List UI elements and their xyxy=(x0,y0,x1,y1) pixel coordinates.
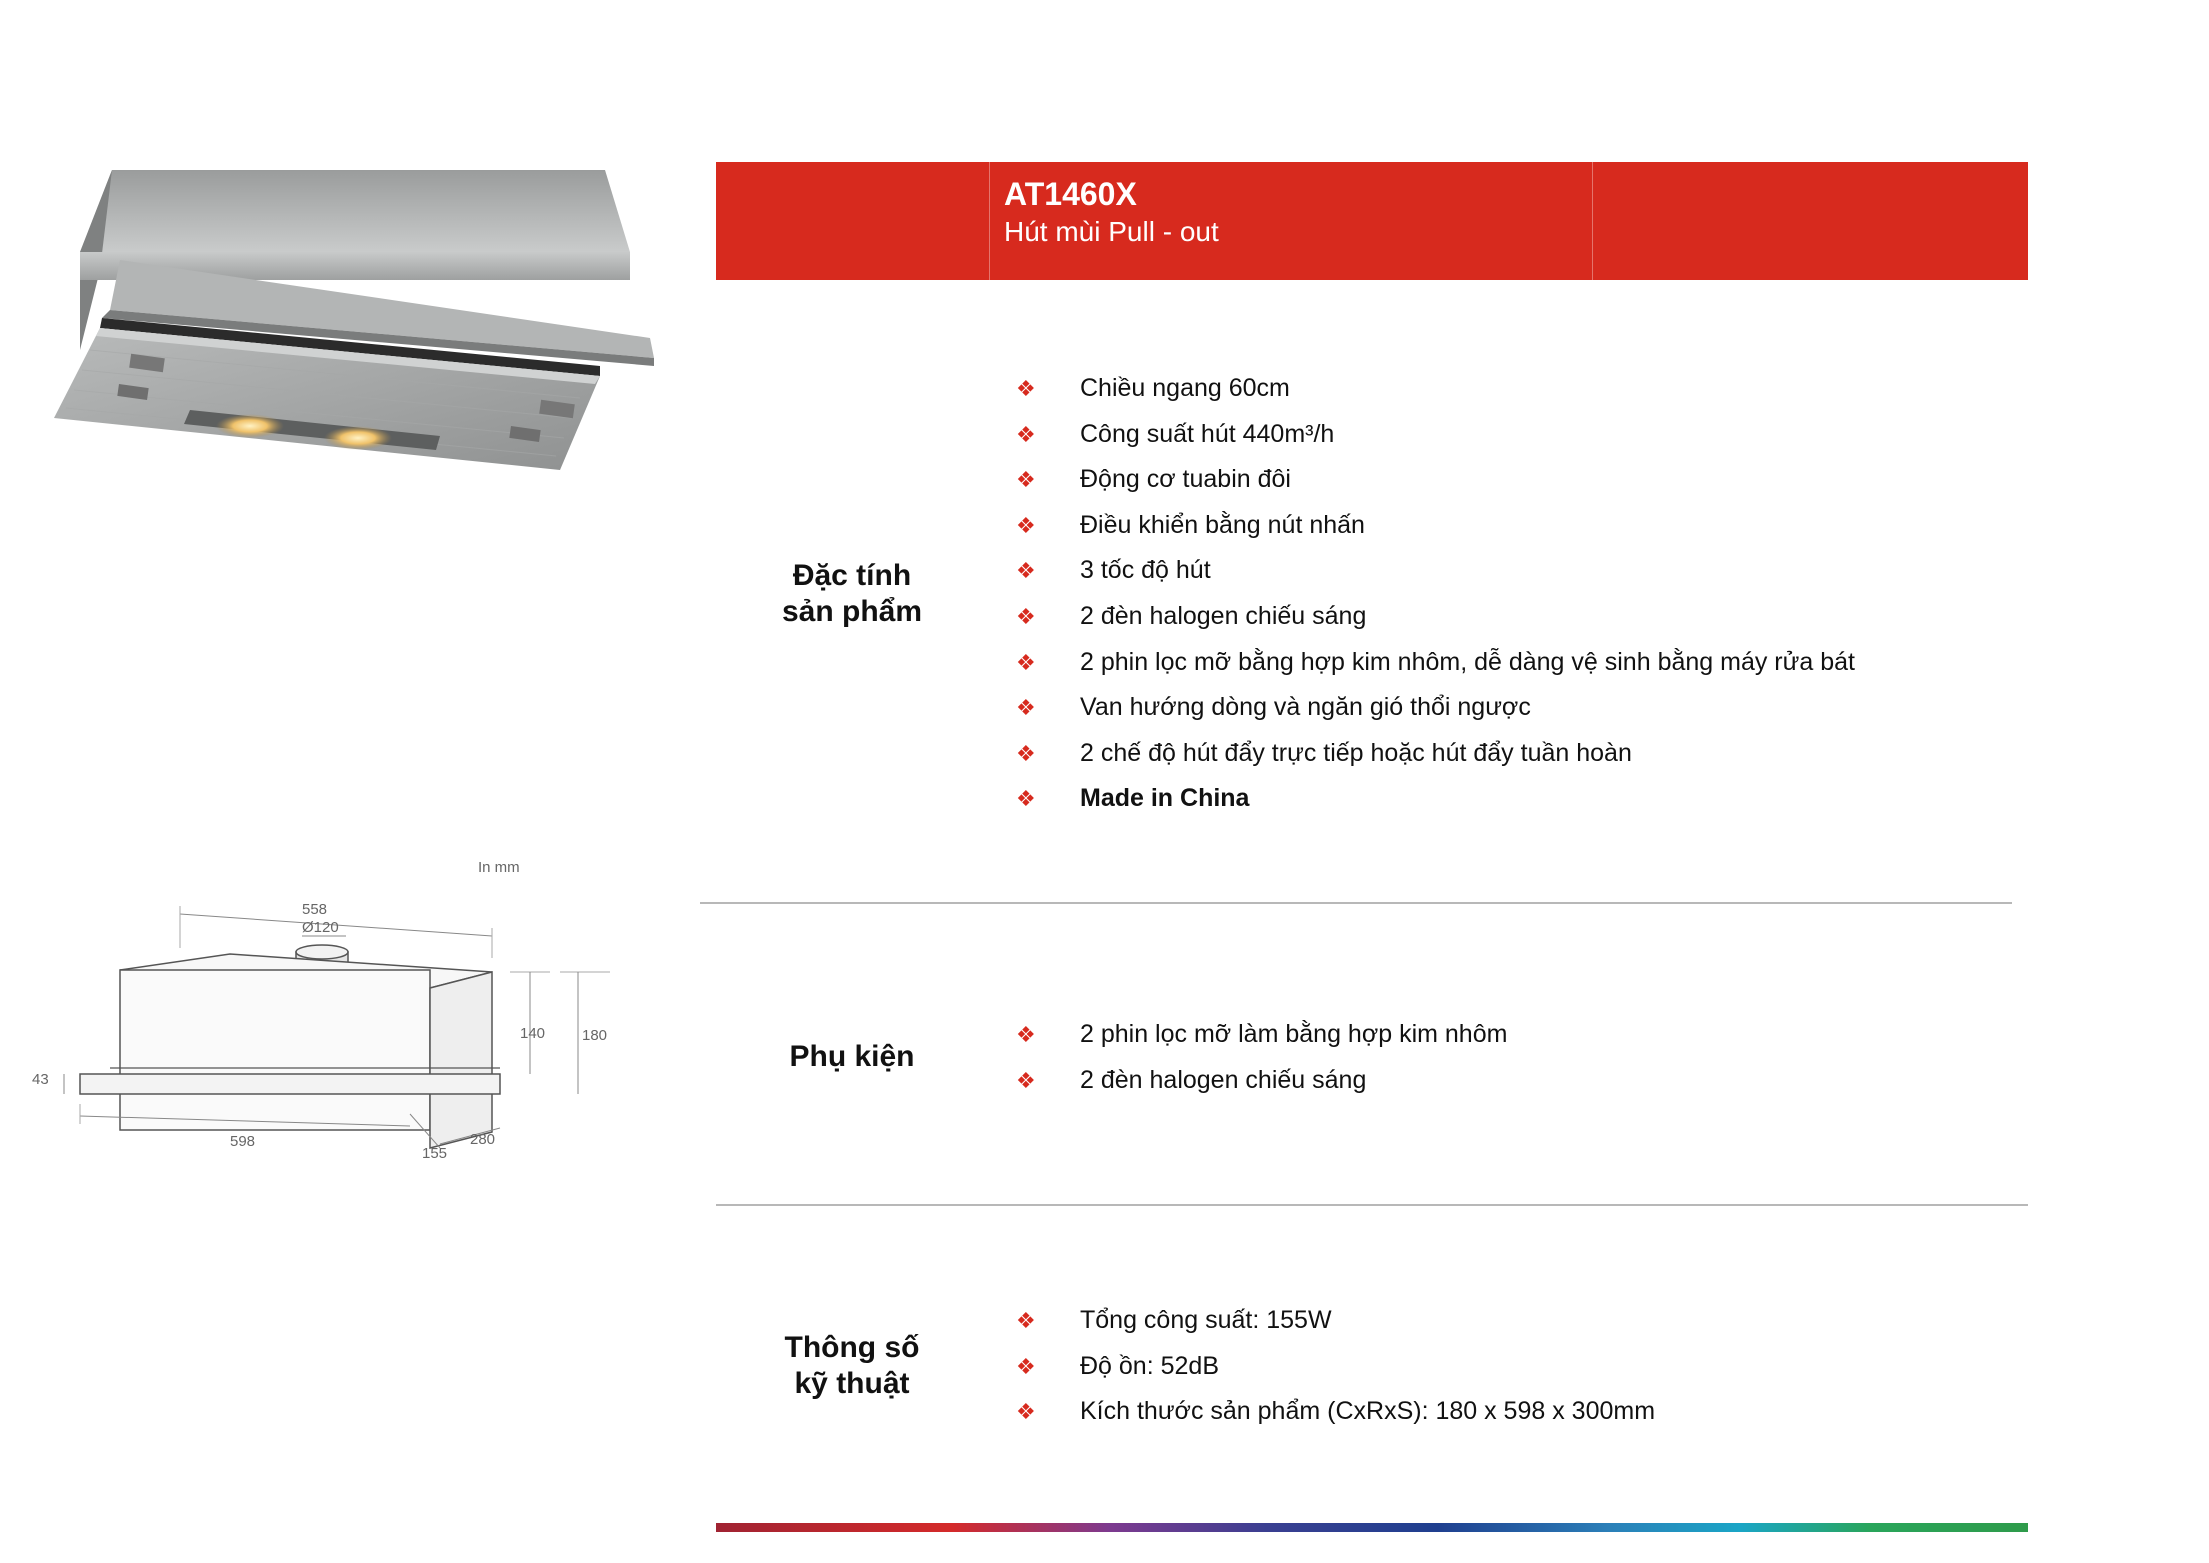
diamond-bullet-icon: ❖ xyxy=(1016,1067,1036,1093)
dim-pull-out: 155 xyxy=(422,1145,448,1162)
list-item: ❖ Chiều ngang 60cm xyxy=(1016,366,1855,412)
list-item: ❖ Van hướng dòng và ngăn gió thổi ngược xyxy=(1016,685,1855,731)
dim-width-front: 598 xyxy=(230,1133,256,1150)
list-item: ❖ 2 đèn halogen chiếu sáng xyxy=(1016,594,1855,640)
diamond-bullet-icon: ❖ xyxy=(1016,603,1036,629)
dim-width-top: 558 xyxy=(302,901,328,918)
diamond-bullet-icon: ❖ xyxy=(1016,558,1036,584)
diamond-bullet-icon: ❖ xyxy=(1016,1399,1036,1425)
diamond-bullet-icon: ❖ xyxy=(1016,512,1036,538)
diamond-bullet-icon: ❖ xyxy=(1016,695,1036,721)
diamond-bullet-icon: ❖ xyxy=(1016,376,1036,401)
section-label-line: Phụ kiện xyxy=(789,1040,915,1073)
section-label-features xyxy=(712,558,992,630)
section-divider xyxy=(716,1204,2028,1206)
range-hood-photo xyxy=(40,160,670,480)
diamond-bullet-icon: ❖ xyxy=(1016,1353,1036,1379)
list-item: ❖ Tổng công suất: 155W xyxy=(1016,1298,1655,1344)
header-divider xyxy=(989,162,990,280)
diamond-bullet-icon: ❖ xyxy=(1016,740,1036,766)
dim-outlet: Ø120 xyxy=(302,919,339,936)
dim-height-total: 180 xyxy=(582,1027,608,1044)
technical-drawing xyxy=(30,848,630,1178)
header-band xyxy=(716,162,2028,280)
header-divider xyxy=(1592,162,1593,280)
dim-front-lip: 43 xyxy=(32,1071,49,1088)
list-item: ❖ Điều khiển bằng nút nhấn xyxy=(1016,503,1855,549)
footer-color-bar xyxy=(716,1523,2028,1532)
section-label-accessories xyxy=(712,1039,992,1075)
list-item: ❖ Made in China xyxy=(1016,776,1855,822)
product-subtitle: Hút mùi Pull - out xyxy=(1004,216,1219,247)
features-list xyxy=(1016,366,1855,822)
diamond-bullet-icon: ❖ xyxy=(1016,649,1036,675)
dim-height-body: 140 xyxy=(520,1025,546,1042)
diamond-bullet-icon: ❖ xyxy=(1016,421,1036,447)
list-item: ❖ 2 chế độ hút đẩy trực tiếp hoặc hút đẩy tuần hoàn xyxy=(1016,731,1855,777)
list-item: ❖ 2 phin lọc mỡ bằng hợp kim nhôm, dễ dàng vệ sinh bằng máy rửa bát xyxy=(1016,640,1855,686)
section-label-specs xyxy=(712,1330,992,1402)
list-item: ❖ Công suất hút 440m³/h xyxy=(1016,412,1855,458)
model-name: AT1460X xyxy=(1004,176,1137,212)
section-label-line: sản phẩm xyxy=(781,595,923,628)
diamond-bullet-icon: ❖ xyxy=(1016,1308,1036,1333)
dim-depth: 280 xyxy=(470,1131,496,1148)
diamond-bullet-icon: ❖ xyxy=(1016,786,1036,812)
accessories-list xyxy=(1016,1012,1507,1103)
section-label-line: Thông số xyxy=(784,1331,920,1364)
section-label-line: Đặc tính xyxy=(792,559,912,592)
diamond-bullet-icon: ❖ xyxy=(1016,1022,1036,1047)
list-item: ❖ Động cơ tuabin đôi xyxy=(1016,457,1855,503)
list-item: ❖ 2 đèn halogen chiếu sáng xyxy=(1016,1058,1507,1104)
list-item: ❖ 2 phin lọc mỡ làm bằng hợp kim nhôm xyxy=(1016,1012,1507,1058)
drawing-unit-note: In mm xyxy=(478,859,520,876)
specs-list xyxy=(1016,1298,1655,1435)
list-item: ❖ Độ ồn: 52dB xyxy=(1016,1344,1655,1390)
list-item: ❖ 3 tốc độ hút xyxy=(1016,548,1855,594)
section-divider xyxy=(700,902,2012,904)
diamond-bullet-icon: ❖ xyxy=(1016,467,1036,493)
list-item: ❖ Kích thước sản phẩm (CxRxS): 180 x 598 x 300mm xyxy=(1016,1389,1655,1435)
section-label-line: kỹ thuật xyxy=(794,1367,910,1400)
